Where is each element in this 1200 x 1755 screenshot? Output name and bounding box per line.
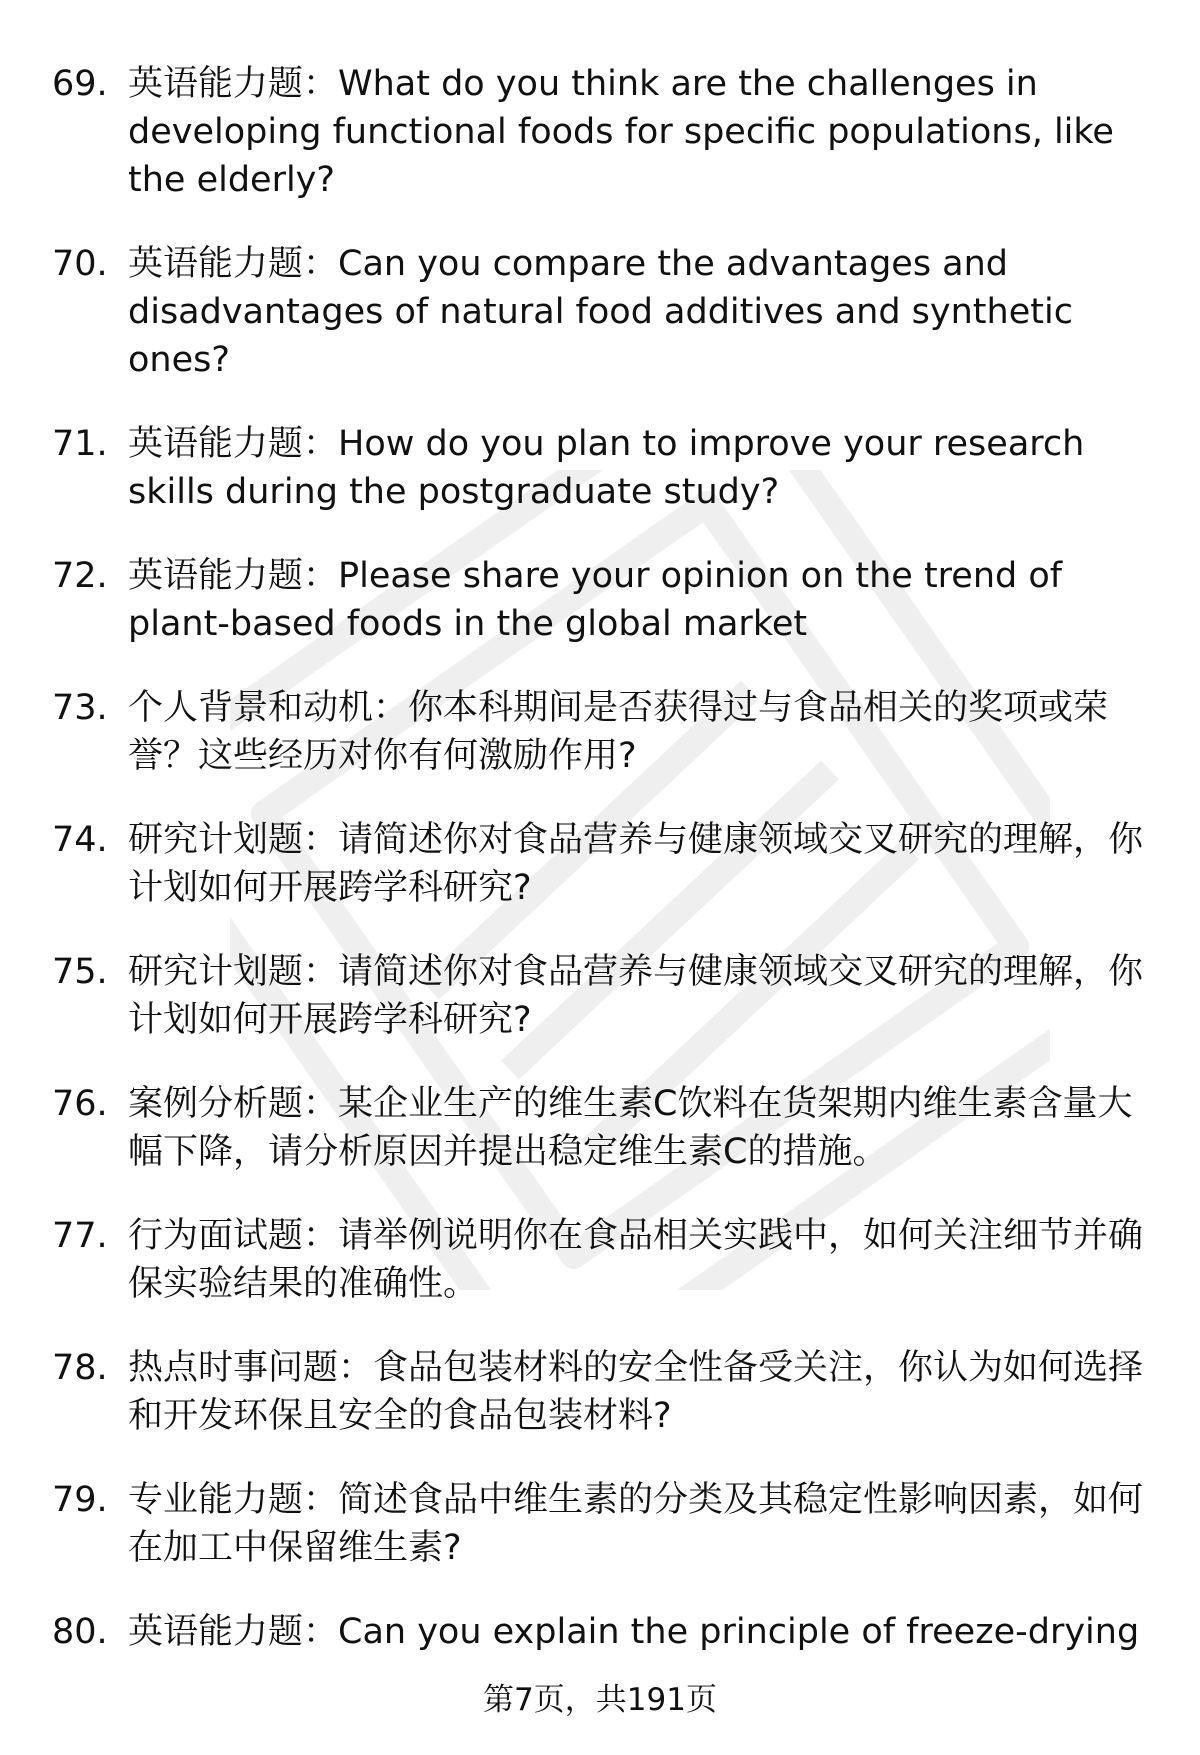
question-number: 76. <box>52 1084 108 1124</box>
question-number: 78. <box>52 1348 108 1388</box>
list-item <box>52 240 1147 384</box>
list-item <box>52 948 1147 1044</box>
question-text: 研究计划题：请简述你对食品营养与健康领域交叉研究的理解，你计划如何开展跨学科研究? <box>128 820 1144 908</box>
list-item <box>52 552 1147 648</box>
list-item <box>52 1080 1147 1176</box>
question-text: 行为面试题：请举例说明你在食品相关实践中，如何关注细节并确保实验结果的准确性。 <box>128 1216 1144 1304</box>
page-number: 第7页，共191页 <box>483 1682 717 1718</box>
question-number: 77. <box>52 1216 108 1256</box>
question-number: 72. <box>52 556 108 596</box>
question-number: 75. <box>52 952 108 992</box>
question-text: 英语能力题：Please share your opinion on the trend of plant-based foods in the global market <box>128 556 1063 644</box>
question-number: 74. <box>52 820 108 860</box>
question-number: 80. <box>52 1612 108 1652</box>
question-text: 英语能力题：How do you plan to improve your research skills during the postgraduate study? <box>128 424 1085 512</box>
list-item <box>52 1344 1147 1440</box>
question-text: 个人背景和动机：你本科期间是否获得过与食品相关的奖项或荣誉？这些经历对你有何激励作用? <box>128 688 1109 776</box>
question-number: 79. <box>52 1480 108 1520</box>
list-item <box>52 1476 1147 1572</box>
question-list <box>52 60 1147 1692</box>
question-text: 热点时事问题：食品包装材料的安全性备受关注，你认为如何选择和开发环保且安全的食品包装材料? <box>128 1348 1144 1436</box>
question-text: 英语能力题：What do you think are the challenges in developing functional foods for specific populations, like the elderly? <box>128 64 1114 200</box>
list-item <box>52 420 1147 516</box>
question-number: 71. <box>52 424 108 464</box>
list-item <box>52 1212 1147 1308</box>
question-text: 英语能力题：Can you explain the principle of freeze-drying <box>128 1612 1140 1652</box>
question-text: 英语能力题：Can you compare the advantages and disadvantages of natural food additives and synthetic ones? <box>128 244 1073 380</box>
list-item <box>52 1608 1147 1656</box>
list-item <box>52 60 1147 204</box>
question-number: 73. <box>52 688 108 728</box>
list-item <box>52 816 1147 912</box>
list-item <box>52 684 1147 780</box>
question-text: 案例分析题：某企业生产的维生素C饮料在货架期内维生素含量大幅下降，请分析原因并提出稳定维生素C的措施。 <box>128 1084 1133 1172</box>
question-number: 69. <box>52 64 108 104</box>
question-text: 研究计划题：请简述你对食品营养与健康领域交叉研究的理解，你计划如何开展跨学科研究? <box>128 952 1144 1040</box>
question-text: 专业能力题：简述食品中维生素的分类及其稳定性影响因素，如何在加工中保留维生素? <box>128 1480 1144 1568</box>
question-number: 70. <box>52 244 108 284</box>
